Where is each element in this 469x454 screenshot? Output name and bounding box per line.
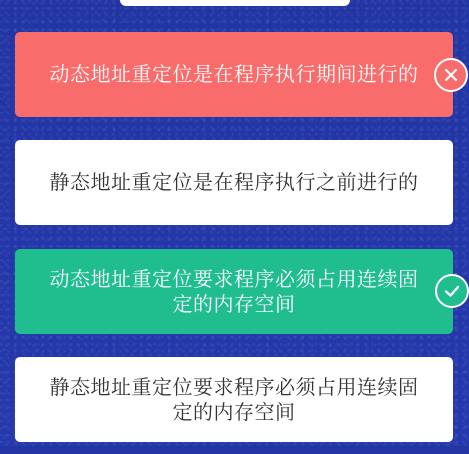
- answer-option-2-text: 静态地址重定位是在程序执行之前进行的: [49, 170, 419, 194]
- check-icon: [435, 274, 469, 308]
- bottom-edge: [0, 446, 469, 454]
- answer-option-2[interactable]: [15, 140, 453, 225]
- answer-option-4-text: 静态地址重定位要求程序必须占用连续固定的内存空间: [49, 374, 419, 424]
- close-icon: [434, 58, 468, 92]
- panel-top-edge: [120, 0, 350, 6]
- answer-option-3-text: 动态地址重定位要求程序必须占用连续固定的内存空间: [49, 266, 419, 316]
- answer-option-3[interactable]: [15, 249, 453, 334]
- answer-option-4[interactable]: [15, 357, 453, 442]
- answer-option-1-text: 动态地址重定位是在程序执行期间进行的: [49, 62, 419, 86]
- answer-option-1[interactable]: [15, 32, 453, 117]
